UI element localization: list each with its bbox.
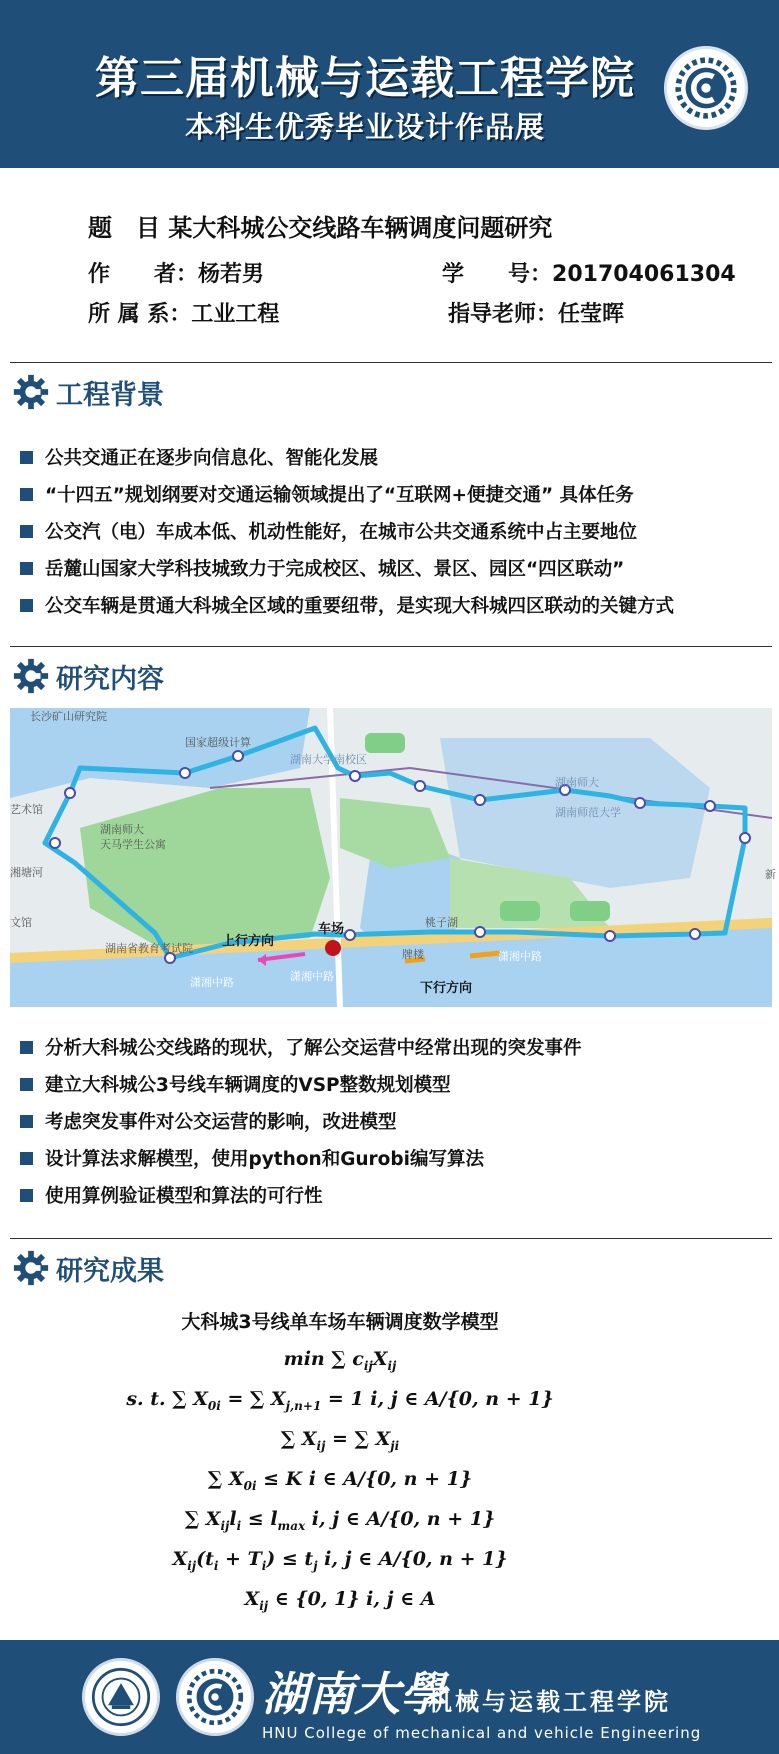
section-header-background — [12, 372, 164, 412]
exhibition-subtitle: 本科生优秀毕业设计作品展 — [184, 110, 545, 144]
map-label-down-direction: 下行方向 — [420, 981, 473, 996]
equation-constraint-2: ∑ $X_{ij}$ = ∑ $X_{ji}$ — [280, 1428, 400, 1453]
advisor-row — [448, 297, 624, 328]
gear-icon — [12, 657, 50, 695]
footer-banner — [0, 1640, 779, 1754]
track-field — [500, 901, 540, 921]
map-label-lake: 桃子湖 — [425, 916, 458, 929]
advisor-label: 指导老师： — [448, 302, 559, 327]
list-item: 公交车辆是贯通大科城全区域的重要纽带，是实现大科城四区联动的关键方式 — [20, 592, 674, 618]
track-field — [570, 901, 610, 921]
list-item: 公交汽（电）车成本低、机动性能好，在城市公共交通系统中占主要地位 — [20, 518, 637, 544]
divider — [10, 646, 772, 647]
student-id-label: 学 号： — [442, 262, 553, 287]
track-field — [365, 733, 405, 753]
project-title-value: 某大科城公交线路车辆调度问题研究 — [168, 214, 553, 242]
equation-constraint-3: ∑ $X_{0i} \le K$ i ∈ A/{0, n + 1} — [207, 1468, 473, 1493]
map-label-dorm2: 天马学生公寓 — [100, 838, 166, 851]
map-label-mine: 长沙矿山研究院 — [30, 710, 107, 723]
map-label-xin: 新 — [765, 868, 776, 881]
equation-constraint-5: $X_{ij}(t_i + T_i) \le t_j$ i, j ∈ A/{0, n + 1} — [172, 1548, 508, 1573]
bullet-square-icon — [20, 599, 33, 612]
list-item: 公共交通正在逐步向信息化、智能化发展 — [20, 444, 378, 470]
map-label-hnu: 湖南大学南校区 — [290, 753, 367, 766]
equation-constraint-6: $X_{ij}$ ∈ {0, 1} i, j ∈ A — [244, 1588, 436, 1613]
map-label-road2: 潇湘中路 — [290, 970, 334, 983]
gear-icon — [12, 1249, 50, 1287]
advisor-value: 任莹晖 — [558, 302, 625, 327]
map-label-super: 国家超级计算 — [185, 736, 251, 749]
author-value: 杨若男 — [198, 262, 265, 287]
project-title-row — [88, 208, 552, 243]
department-row — [88, 297, 279, 328]
bullet-square-icon — [20, 525, 33, 538]
map-label-road3: 潇湘中路 — [498, 950, 542, 963]
college-name-en: HNU College of mechanical and vehicle Engineering — [262, 1724, 702, 1742]
map-label-pailou: 牌楼 — [402, 948, 424, 961]
map-label-road1: 潇湘中路 — [190, 976, 234, 989]
bullet-square-icon — [20, 451, 33, 464]
gear-icon — [12, 373, 50, 411]
list-item: 建立大科城公3号线车辆调度的VSP整数规划模型 — [20, 1071, 451, 1097]
bus-route-map — [10, 708, 776, 1007]
bullet-square-icon — [20, 1189, 33, 1202]
student-id-value: 201704061304 — [552, 262, 736, 287]
list-item: “十四五”规划纲要对交通运输领域提出了“互联网+便捷交通” 具体任务 — [20, 481, 634, 507]
model-title: 大科城3号线单车场车辆调度数学模型 — [181, 1311, 499, 1333]
equation-constraint-4: ∑ $X_{ij}l_i \le l_{max}$ i, j ∈ A/{0, n + 1} — [184, 1508, 496, 1533]
bullet-square-icon — [20, 1041, 33, 1054]
list-item: 设计算法求解模型，使用python和Gurobi编写算法 — [20, 1145, 484, 1171]
section-header-content — [12, 656, 164, 696]
map-label-art: 艺术馆 — [10, 803, 43, 816]
header-banner — [0, 0, 779, 168]
map-label-depot: 车场 — [318, 922, 345, 937]
section-header-results — [12, 1248, 164, 1288]
list-item: 分析大科城公交线路的现状，了解公交运营中经常出现的突发事件 — [20, 1034, 582, 1060]
bullet-square-icon — [20, 488, 33, 501]
map-label-hall: 文馆 — [10, 916, 32, 929]
list-item: 岳麓山国家大学科技城致力于完成校区、城区、景区、园区“四区联动” — [20, 555, 624, 581]
list-item: 考虑突发事件对公交运营的影响，改进模型 — [20, 1108, 397, 1134]
map-label-hnnu: 湖南师大 — [555, 776, 599, 789]
department-value: 工业工程 — [191, 302, 280, 327]
divider — [10, 1238, 772, 1239]
map-label-dorm1: 湖南师大 — [100, 823, 144, 836]
map-label-exam: 湖南省教育考试院 — [105, 942, 193, 955]
map-label-river: 湘塘河 — [10, 866, 43, 879]
project-title-label: 题 目 — [88, 214, 160, 242]
map-label-up-direction: 上行方向 — [222, 934, 275, 949]
divider — [10, 362, 772, 363]
university-calligraphy-name: 湖南大學 — [262, 1667, 446, 1721]
down-direction-arrow-icon — [470, 953, 500, 956]
college-name-cn: 机械与运载工程学院 — [428, 1688, 671, 1716]
exhibition-title: 第三届机械与运载工程学院 — [95, 53, 635, 104]
section-title: 研究成果 — [56, 1255, 164, 1287]
department-label: 所 属 系： — [88, 302, 192, 327]
equation-objective: min ∑ $c_{ij}X_{ij}$ — [283, 1348, 397, 1373]
section-title: 工程背景 — [56, 379, 164, 411]
student-id-row — [442, 257, 736, 288]
equation-constraint-1: s. t. ∑ $X_{0i}$ = ∑ $X_{j,n+1} = 1$ i, j ∈ A/{0, n + 1} — [126, 1388, 554, 1413]
list-item: 使用算例验证模型和算法的可行性 — [20, 1182, 323, 1208]
bullet-square-icon — [20, 562, 33, 575]
map-label-hnnu-univ: 湖南师范大学 — [555, 806, 621, 819]
author-row — [88, 257, 264, 288]
bullet-square-icon — [20, 1078, 33, 1091]
college-gear-logo-icon — [176, 1658, 254, 1736]
depot-marker-icon — [325, 940, 341, 956]
section-title: 研究内容 — [56, 663, 164, 695]
route-map-svg — [10, 708, 776, 1007]
college-gear-logo-icon — [664, 46, 748, 130]
bullet-square-icon — [20, 1115, 33, 1128]
university-seal-icon — [82, 1658, 160, 1736]
bullet-square-icon — [20, 1152, 33, 1165]
author-label: 作 者： — [88, 262, 199, 287]
